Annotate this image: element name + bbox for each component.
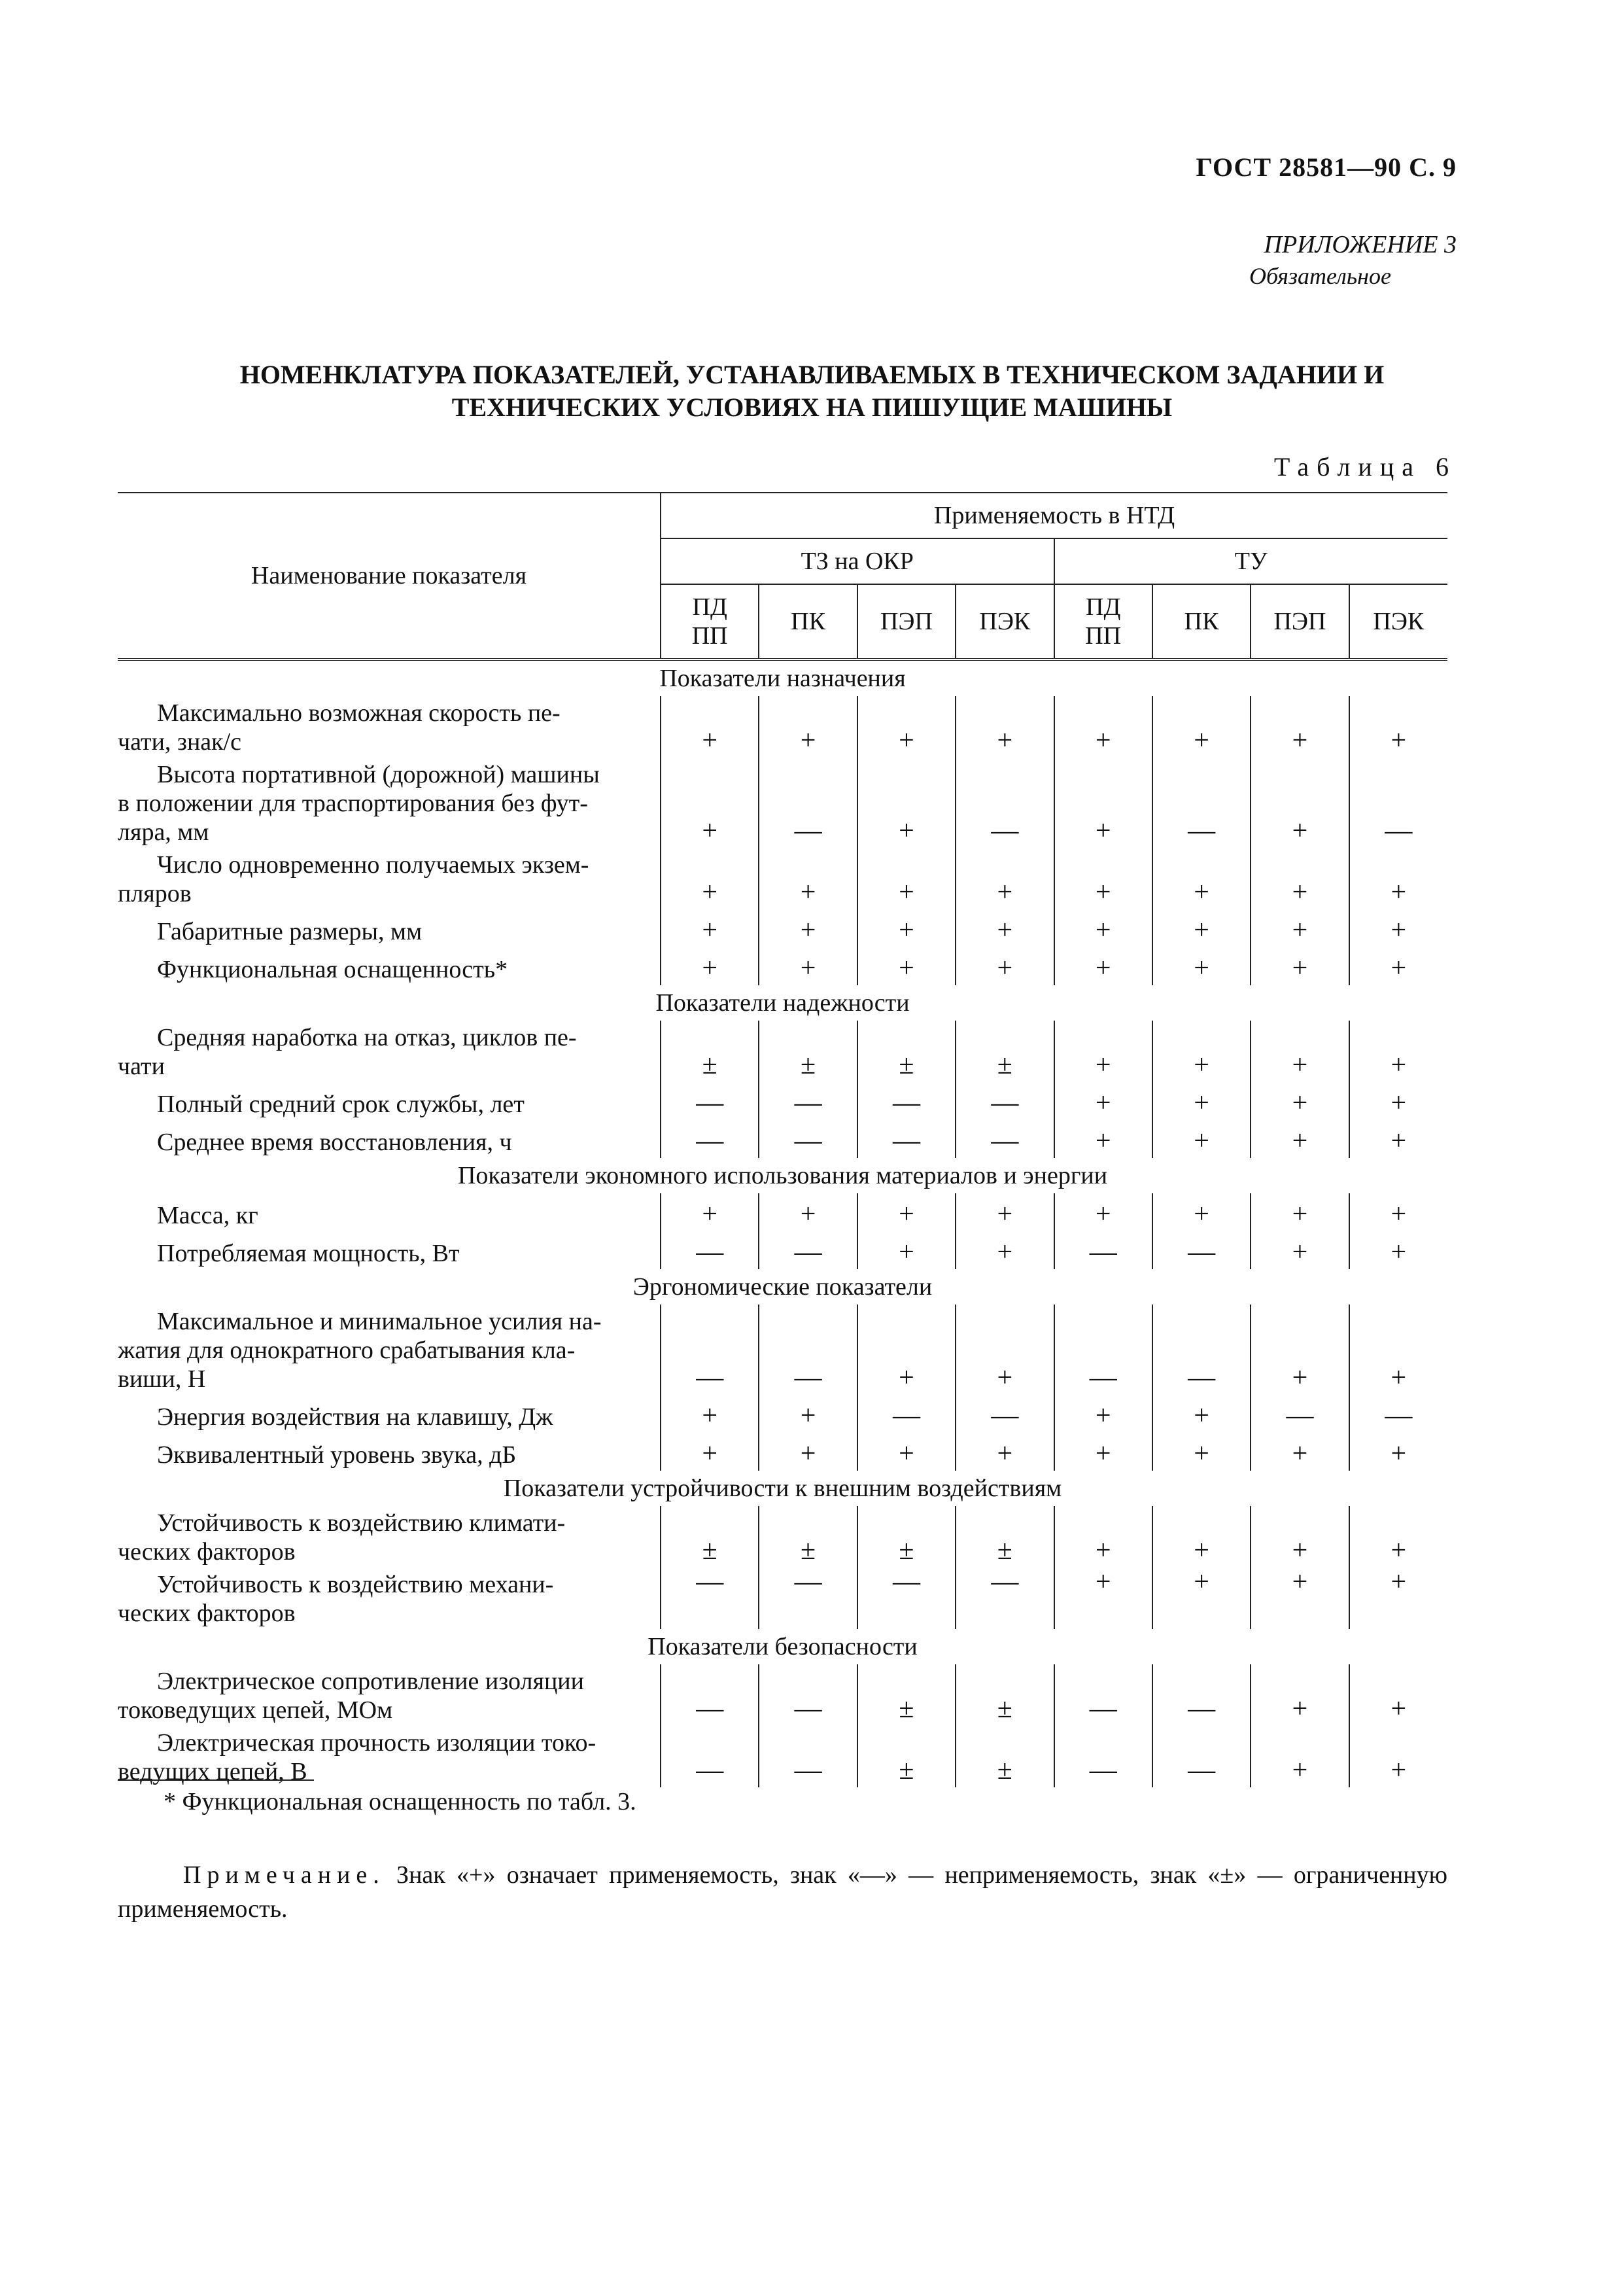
applicability-cell: + [661, 1433, 759, 1471]
applicability-cell: + [857, 909, 956, 947]
applicability-cell: + [1054, 1120, 1152, 1158]
indicator-name-line: Электрическое сопротивление изоляции [157, 1668, 584, 1695]
applicability-cell: — [1385, 1401, 1413, 1431]
applicability-cell: + [1251, 1021, 1349, 1082]
indicators-table-wrapper [118, 492, 1447, 1787]
applicability-cell: + [1251, 696, 1349, 758]
indicator-name-line: виши, Н [118, 1365, 206, 1393]
applicability-cell: + [857, 1433, 956, 1471]
applicability-cell: + [661, 947, 759, 985]
indicator-name [118, 758, 661, 848]
applicability-cell: + [661, 696, 759, 758]
applicability-cell: + [1054, 1021, 1152, 1082]
applicability-cell: — [661, 1231, 759, 1269]
indicator-name-line: Максимальное и минимальное усилия на- [157, 1308, 602, 1335]
applicability-cell: + [1152, 1082, 1251, 1120]
applicability-cell: + [857, 696, 956, 758]
document-title-line-1: НОМЕНКЛАТУРА ПОКАЗАТЕЛЕЙ, УСТАНАВЛИВАЕМЫХ В ТЕХНИЧЕСКОМ ЗАДАНИИ И [239, 360, 1385, 389]
column-header: ПЭП [1251, 584, 1349, 659]
applicability-cell: + [1251, 1082, 1349, 1120]
applicability-cell: — [956, 758, 1054, 848]
applicability-cell: + [1391, 1126, 1407, 1156]
applicability-cell: + [1251, 1305, 1349, 1395]
applicability-cell: ± [956, 1664, 1054, 1726]
applicability-cell: + [956, 909, 1054, 947]
indicator-name [118, 1726, 661, 1787]
applicability-cell: — [661, 1568, 759, 1629]
indicator-name [118, 1395, 661, 1433]
applicability-cell: + [1054, 1568, 1152, 1629]
indicator-name-line: ческих факторов [118, 1538, 296, 1566]
applicability-cell: — [1152, 1231, 1251, 1269]
table-row [118, 1664, 1447, 1726]
section-title: Показатели назначения [659, 665, 906, 692]
indicator-name-line: Устойчивость к воздействию климати- [157, 1509, 566, 1537]
indicator-name-line: Габаритные размеры, мм [157, 918, 423, 945]
applicability-cell: + [1054, 848, 1152, 909]
applicability-cell: — [956, 1395, 1054, 1433]
applicability-cell: + [1054, 696, 1152, 758]
table-row [118, 1120, 1447, 1158]
applicability-cell: — [1054, 1664, 1152, 1726]
appendix-status: Обязательное [1249, 263, 1391, 289]
applicability-cell: + [759, 1395, 857, 1433]
applicability-cell: — [759, 1120, 857, 1158]
indicators-table [118, 492, 1447, 1787]
column-header: ПД ПП [1054, 584, 1152, 659]
document-title-line-2: ТЕХНИЧЕСКИХ УСЛОВИЯХ НА ПИШУЩИЕ МАШИНЫ [451, 393, 1173, 422]
table-row [118, 1082, 1447, 1120]
applicability-cell: + [956, 947, 1054, 985]
applicability-cell: + [1391, 1363, 1407, 1393]
applicability-cell: + [1152, 909, 1251, 947]
note [118, 1858, 1447, 1926]
applicability-cell: + [956, 1433, 1054, 1471]
applicability-cell: + [1152, 848, 1251, 909]
indicator-name-line: Электрическая прочность изоляции токо- [157, 1729, 596, 1757]
appendix-title: ПРИЛОЖЕНИЕ 3 [1264, 231, 1457, 258]
section-row [118, 1269, 1447, 1305]
applicability-cell: — [759, 1664, 857, 1726]
section-row [118, 659, 1447, 696]
indicator-name-line: чати [118, 1053, 165, 1080]
applicability-cell: + [1054, 909, 1152, 947]
applicability-cell: — [956, 1120, 1054, 1158]
column-header: ПД ПП [661, 584, 759, 659]
applicability-cell: + [1391, 1694, 1407, 1724]
indicator-name-line: чати, знак/с [118, 728, 242, 756]
applicability-cell: + [1391, 1088, 1407, 1118]
section-title: Показатели устройчивости к внешним воздействиям [503, 1475, 1062, 1502]
indicator-name [118, 1568, 661, 1629]
section-row [118, 1471, 1447, 1506]
applicability-cell: + [1152, 1506, 1251, 1568]
table-row [118, 758, 1447, 848]
indicator-name-line: Функциональная оснащенность* [157, 956, 508, 983]
applicability-cell: ± [661, 1506, 759, 1568]
indicator-name-line: Число одновременно получаемых экзем- [157, 851, 589, 879]
section-title: Показатели экономного использования материалов и энергии [457, 1162, 1108, 1189]
page-reference: ГОСТ 28581—90 С. 9 [1196, 152, 1457, 182]
applicability-cell: — [1152, 758, 1251, 848]
table-label: Таблица 6 [1273, 452, 1457, 482]
applicability-cell: + [1251, 1664, 1349, 1726]
applicability-cell: + [1251, 758, 1349, 848]
applicability-cell: ± [759, 1506, 857, 1568]
indicator-name [118, 1305, 661, 1395]
applicability-cell: — [1054, 1231, 1152, 1269]
applicability-cell: — [759, 1726, 857, 1787]
table-row [118, 696, 1447, 758]
applicability-cell: — [661, 1082, 759, 1120]
table-row [118, 1433, 1447, 1471]
applicability-cell: ± [857, 1506, 956, 1568]
column-header: ПЭП [857, 584, 956, 659]
applicability-cell: + [1152, 1021, 1251, 1082]
applicability-cell: + [1152, 1395, 1251, 1433]
table-header [118, 493, 1447, 659]
applicability-cell: — [759, 1305, 857, 1395]
applicability-cell: + [661, 848, 759, 909]
applicability-cell: + [1251, 1231, 1349, 1269]
section-row [118, 1629, 1447, 1664]
indicator-name [118, 1506, 661, 1568]
applicability-cell: + [661, 1395, 759, 1433]
applicability-cell: + [1054, 947, 1152, 985]
header-group-tu: ТУ [1054, 538, 1448, 584]
indicator-name [118, 848, 661, 909]
applicability-cell: + [1391, 953, 1407, 983]
applicability-cell: + [1391, 1535, 1407, 1566]
applicability-cell: + [661, 758, 759, 848]
applicability-cell: ± [956, 1506, 1054, 1568]
indicator-name-line: ведущих цепей, В [118, 1758, 307, 1785]
applicability-cell: + [1251, 1433, 1349, 1471]
applicability-cell: + [1251, 848, 1349, 909]
applicability-cell: — [1152, 1305, 1251, 1395]
applicability-cell: + [956, 1305, 1054, 1395]
applicability-cell: + [1251, 1726, 1349, 1787]
table-row [118, 1231, 1447, 1269]
indicator-name [118, 1231, 661, 1269]
applicability-cell: + [857, 848, 956, 909]
column-header: ПК [1152, 584, 1251, 659]
applicability-cell: + [1251, 909, 1349, 947]
applicability-cell: — [956, 1082, 1054, 1120]
indicator-name-line: ляра, мм [118, 818, 209, 846]
applicability-cell: + [1054, 1193, 1152, 1231]
applicability-cell: — [661, 1664, 759, 1726]
applicability-cell: + [956, 1193, 1054, 1231]
appendix-label [1249, 229, 1457, 292]
applicability-cell: + [1391, 1567, 1407, 1597]
indicator-name-line: Максимально возможная скорость пе- [157, 699, 561, 727]
applicability-cell: + [759, 848, 857, 909]
indicator-name-line: токоведущих цепей, МОм [118, 1696, 393, 1724]
applicability-cell: — [759, 1082, 857, 1120]
applicability-cell: — [956, 1568, 1054, 1629]
table-row [118, 1193, 1447, 1231]
applicability-cell: + [1152, 1120, 1251, 1158]
applicability-cell: + [857, 758, 956, 848]
applicability-cell: + [759, 1433, 857, 1471]
applicability-cell: + [1391, 1755, 1407, 1785]
applicability-cell: + [1152, 1193, 1251, 1231]
footnote-divider [118, 1779, 314, 1781]
applicability-cell: — [1251, 1395, 1349, 1433]
table-row [118, 1395, 1447, 1433]
indicator-name-line: Масса, кг [157, 1202, 258, 1229]
applicability-cell: + [1152, 1568, 1251, 1629]
applicability-cell: + [1251, 947, 1349, 985]
table-row [118, 1305, 1447, 1395]
applicability-cell: + [759, 909, 857, 947]
indicator-name-line: жатия для однократного срабатывания кла- [118, 1337, 576, 1364]
indicator-name [118, 1021, 661, 1082]
header-applicability: Применяемость в НТД [661, 493, 1447, 538]
indicator-name-line: Среднее время восстановления, ч [157, 1129, 512, 1156]
applicability-cell: + [956, 696, 1054, 758]
applicability-cell: + [759, 1193, 857, 1231]
applicability-cell: — [661, 1726, 759, 1787]
applicability-cell: — [661, 1305, 759, 1395]
indicator-name-line: Энергия воздействия на клавишу, Дж [157, 1403, 553, 1431]
indicator-name [118, 909, 661, 947]
applicability-cell: — [857, 1120, 956, 1158]
applicability-cell: ± [857, 1021, 956, 1082]
indicator-name-line: Потребляемая мощность, Вт [157, 1240, 460, 1267]
note-text: Знак «+» означает применяемость, знак «—» — неприменяемость, знак «±» — ограниченную применяемость. [118, 1861, 1447, 1923]
applicability-cell: + [1152, 947, 1251, 985]
applicability-cell: + [1054, 1433, 1152, 1471]
applicability-cell: + [1152, 1433, 1251, 1471]
column-header: ПЭК [956, 584, 1054, 659]
indicator-name-line: пляров [118, 880, 192, 907]
applicability-cell: — [1152, 1664, 1251, 1726]
column-header: ПК [759, 584, 857, 659]
applicability-cell: + [1251, 1193, 1349, 1231]
applicability-cell: — [759, 1231, 857, 1269]
indicator-name-line: в положении для траспортирования без фут- [118, 790, 588, 817]
applicability-cell: — [857, 1082, 956, 1120]
applicability-cell: + [1251, 1506, 1349, 1568]
applicability-cell: + [1251, 1120, 1349, 1158]
table-row [118, 1021, 1447, 1082]
table-row [118, 909, 1447, 947]
table-row [118, 1506, 1447, 1568]
section-title: Показатели надежности [655, 989, 910, 1017]
table-row [118, 1726, 1447, 1787]
applicability-cell: + [956, 848, 1054, 909]
indicator-name-line: Средняя наработка на отказ, циклов пе- [157, 1024, 577, 1051]
note-lead: Примечание. [183, 1861, 385, 1889]
applicability-cell: + [1391, 1439, 1407, 1469]
indicator-name [118, 1664, 661, 1726]
applicability-cell: + [857, 947, 956, 985]
section-row [118, 985, 1447, 1021]
applicability-cell: + [956, 1231, 1054, 1269]
table-row [118, 1568, 1447, 1629]
indicator-name [118, 947, 661, 985]
applicability-cell: — [1385, 816, 1413, 846]
applicability-cell: + [1054, 1395, 1152, 1433]
applicability-cell: — [857, 1568, 956, 1629]
applicability-cell: ± [661, 1021, 759, 1082]
indicator-name-line: Устойчивость к воздействию механи- [157, 1571, 554, 1598]
applicability-cell: + [759, 696, 857, 758]
applicability-cell: + [759, 947, 857, 985]
applicability-cell: + [857, 1193, 956, 1231]
applicability-cell: ± [857, 1726, 956, 1787]
applicability-cell: + [857, 1305, 956, 1395]
applicability-cell: ± [759, 1021, 857, 1082]
applicability-cell: — [759, 758, 857, 848]
applicability-cell: + [1054, 1506, 1152, 1568]
applicability-cell: — [661, 1120, 759, 1158]
indicator-name-line: Эквивалентный уровень звука, дБ [157, 1441, 517, 1469]
indicator-name-line: Высота портативной (дорожной) машины [157, 761, 600, 788]
applicability-cell: + [661, 1193, 759, 1231]
table-row [118, 947, 1447, 985]
applicability-cell: + [661, 909, 759, 947]
applicability-cell: + [1391, 726, 1407, 756]
applicability-cell: + [1152, 696, 1251, 758]
indicator-name [118, 1193, 661, 1231]
applicability-cell: + [1391, 1199, 1407, 1229]
indicator-name-line: Полный средний срок службы, лет [157, 1091, 525, 1118]
applicability-cell: + [1391, 1050, 1407, 1080]
applicability-cell: + [1391, 877, 1407, 907]
section-row [118, 1158, 1447, 1193]
header-group-tz: ТЗ на ОКР [661, 538, 1054, 584]
applicability-cell: + [1054, 758, 1152, 848]
indicator-name-line: ческих факторов [118, 1600, 296, 1627]
header-indicator-name: Наименование показателя [118, 493, 661, 659]
indicator-name [118, 1433, 661, 1471]
document-title [118, 359, 1506, 424]
applicability-cell: — [1054, 1726, 1152, 1787]
column-header: ПЭК [1349, 584, 1447, 659]
applicability-cell: + [1391, 1237, 1407, 1267]
applicability-cell: + [857, 1231, 956, 1269]
applicability-cell: — [1152, 1726, 1251, 1787]
section-title: Эргономические показатели [632, 1273, 933, 1301]
applicability-cell: ± [857, 1664, 956, 1726]
table-body [118, 659, 1447, 1787]
applicability-cell: + [1251, 1568, 1349, 1629]
section-title: Показатели безопасности [648, 1633, 918, 1660]
indicator-name [118, 1082, 661, 1120]
applicability-cell: — [1054, 1305, 1152, 1395]
footnote: * Функциональная оснащенность по табл. 3. [164, 1788, 636, 1815]
applicability-cell: — [759, 1568, 857, 1629]
applicability-cell: ± [956, 1021, 1054, 1082]
table-row [118, 848, 1447, 909]
applicability-cell: + [1391, 915, 1407, 945]
applicability-cell: — [857, 1395, 956, 1433]
indicator-name [118, 696, 661, 758]
applicability-cell: + [1054, 1082, 1152, 1120]
applicability-cell: ± [956, 1726, 1054, 1787]
indicator-name [118, 1120, 661, 1158]
